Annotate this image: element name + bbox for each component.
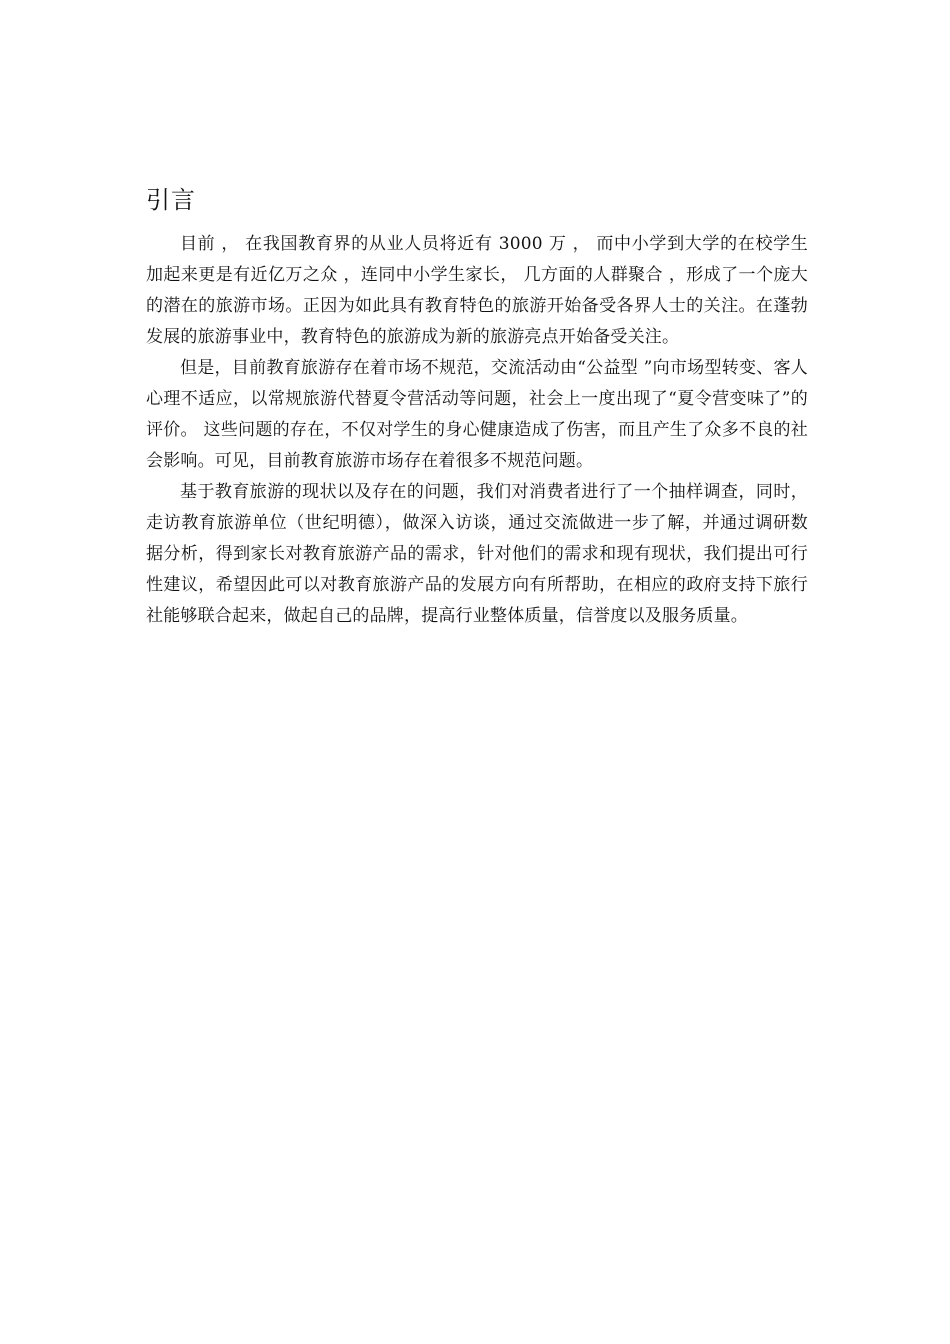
paragraph-2: 但是，目前教育旅游存在着市场不规范，交流活动由“公益型 ”向市场型转变、客人心理不适应，以常规旅游代替夏令营活动等问题，社会上一度出现了“夏令营变味了”的评价。 这些问题的存在，不仅对学生的身心健康造成了伤害，而且产生了众多不良的社会影响。可见，目前教育旅游市场存在着很多不规范问题。: [146, 358, 808, 471]
section-heading: 引言: [146, 186, 196, 214]
document-body: [146, 183, 808, 632]
paragraph-3: 基于教育旅游的现状以及存在的问题，我们对消费者进行了一个抽样调查，同时，走访教育旅游单位（世纪明德），做深入访谈，通过交流做进一步了解，并通过调研数据分析，得到家长对教育旅游产品的需求，针对他们的需求和现有现状，我们提出可行性建议，希望因此可以对教育旅游产品的发展方向有所帮助，在相应的政府支持下旅行社能够联合起来，做起自己的品牌，提高行业整体质量，信誉度以及服务质量。: [146, 482, 808, 626]
paragraph-1: 目前 ， 在我国教育界的从业人员将近有 3000 万 ， 而中小学到大学的在校学生加起来更是有近亿万之众 ，连同中小学生家长， 几方面的人群聚合 ，形成了一个庞大的潜在的旅游市场。正因为如此具有教育特色的旅游开始备受各界人士的关注。在蓬勃发展的旅游事业中，教育特色的旅游成为新的旅游亮点开始备受关注。: [146, 234, 808, 347]
